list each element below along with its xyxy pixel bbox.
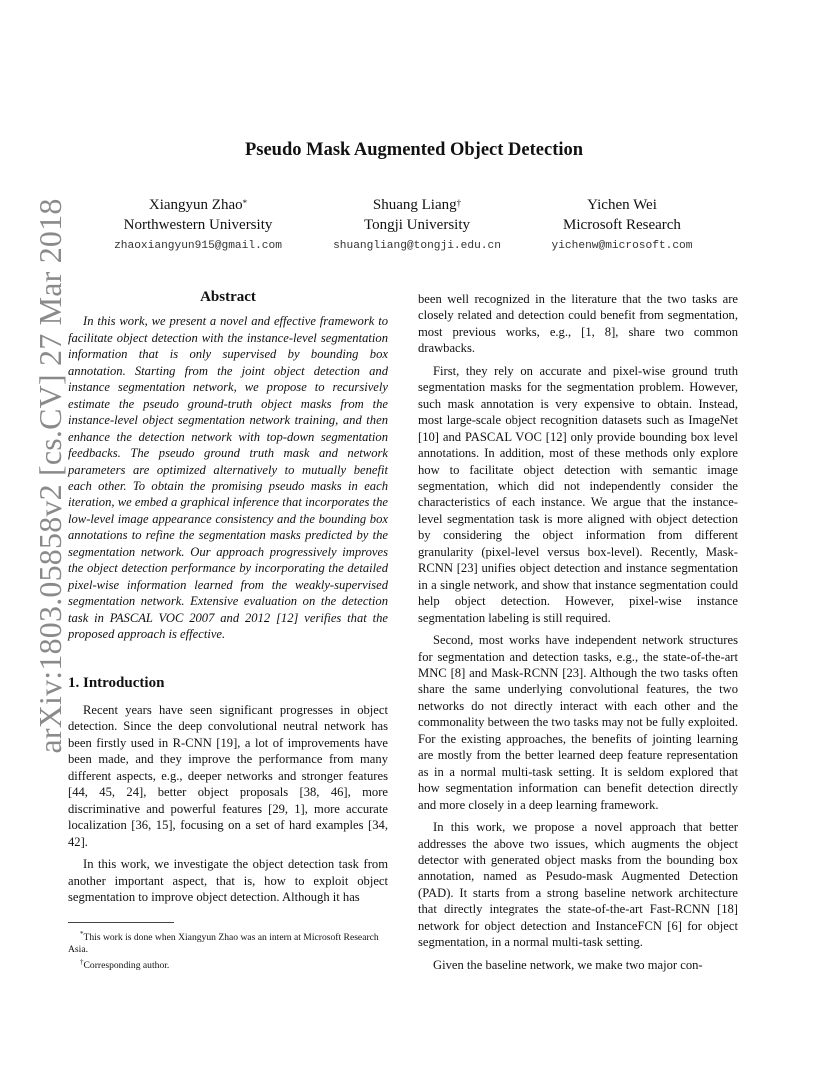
body-paragraph: In this work, we investigate the object detection task from another important aspect, that is, how to exploit object segmentation to improve object detection. Although it has bbox=[68, 857, 388, 904]
author-footnote-mark: † bbox=[456, 198, 462, 208]
body-paragraph: Second, most works have independent network structures for segmentation and detection tasks, e.g., the state-of-the-art MNC [8] and Mask-RCNN [23]. Although the two tasks often share the same underlying convolutional features, the two networks do not directly interact with each other and the commonality between the two tasks may not be fully exploited. For the existing approaches, the benefits of jointing learning are mostly from the better learned deep feature representation as in a normal multi-task setting. It is seldom explored that how segmentation information can benefit detection directly and more closely in a deep learning framework. bbox=[418, 633, 738, 812]
author-email[interactable]: shuangliang@tongji.edu.cn bbox=[333, 240, 501, 252]
author-affiliation: Northwestern University bbox=[123, 217, 273, 233]
footnote-1 bbox=[68, 928, 388, 956]
introduction-heading: 1. Introduction bbox=[68, 674, 165, 691]
footnote-divider bbox=[68, 922, 174, 923]
right-column bbox=[418, 291, 738, 973]
author-name-line bbox=[307, 195, 527, 215]
author-name: Yichen Wei bbox=[587, 197, 657, 213]
author-block-3 bbox=[512, 195, 732, 253]
author-name-line bbox=[512, 195, 732, 215]
author-name-line bbox=[88, 195, 308, 215]
footnote-text: Corresponding author. bbox=[83, 960, 170, 972]
author-footnote-mark: * bbox=[242, 198, 248, 208]
left-column bbox=[68, 289, 388, 905]
footnotes bbox=[68, 922, 388, 972]
author-name: Xiangyun Zhao bbox=[148, 197, 243, 213]
abstract-body: In this work, we present a novel and effective framework to facilitate object detection with the instance-level segmentation information that is only supervised by bounding box annotation. Starting from the joint object detection and instance segmentation network, we propose to recursively estimate the pseudo ground-truth object masks from the instance-level object segmentation network training, and then enhance the detection network with top-down segmentation feedbacks. The pseudo ground truth mask and network parameters are optimized alternatively to mutually benefit each other. To obtain the promising pseudo masks in each iteration, we embed a graphical inference that incorporates the low-level image appearance consistency and the bounding box annotations to refine the segmentation masks predicted by the segmentation network. Our approach progressively improves the object detection performance by incorporating the detailed pixel-wise information learned from the weakly-supervised segmentation network. Extensive evaluation on the detection task in PASCAL VOC 2007 and 2012 [12] verifies that the proposed approach is effective. bbox=[68, 314, 388, 642]
body-paragraph: First, they rely on accurate and pixel-wise ground truth segmentation masks for the segmentation problem. However, such mask annotation is very expensive to obtain. Instead, most large-scale object recognition datasets such as ImageNet [10] and PASCAL VOC [12] only provide bounding box level annotations. In addition, most of these methods only explore how to facilitate object detection with semantic image segmentation, which did not independently consider the characteristics of each instance. We argue that the instance-level segmentation task is more aligned with object detection by considering the object information from different granularity (pixel-level versus box-level). Recently, Mask-RCNN [23] unifies object detection and instance segmentation in a single network, and show that instance segmentation could help object detection. However, pixel-wise instance segmentation labeling is still required. bbox=[418, 363, 738, 625]
author-name: Shuang Liang bbox=[372, 197, 457, 213]
body-paragraph: In this work, we propose a novel approach that better addresses the above two issues, which augments the object detector with generated object masks from the bounding box annotation, named as Pesudo-mask Augmented Detection (PAD). It starts from a strong baseline network architecture that directly integrates the state-of-the-art Fast-RCNN [18] network for object detection and InstanceFCN [6] for object segmentation, in a normal multi-task setting. bbox=[418, 820, 738, 950]
author-block-1 bbox=[88, 195, 308, 253]
author-email[interactable]: zhaoxiangyun915@gmail.com bbox=[114, 240, 282, 252]
body-paragraph: Given the baseline network, we make two major con- bbox=[433, 957, 703, 972]
author-block-2 bbox=[307, 195, 527, 253]
author-affiliation: Tongji University bbox=[363, 217, 471, 233]
footnote-mark: † bbox=[80, 958, 84, 967]
footnote-2 bbox=[68, 956, 388, 972]
paper-title: Pseudo Mask Augmented Object Detection bbox=[244, 140, 584, 160]
body-paragraph: been well recognized in the literature that the two tasks are closely related and detection could benefit from segmentation, most previous works, e.g., [1, 8], share two common drawbacks. bbox=[418, 292, 738, 356]
body-paragraph: Recent years have seen significant progresses in object detection. Since the deep convolutional neutral network has been firstly used in R-CNN [19], a lot of improvements have been made, and they improve the performance from many different aspects, e.g., deeper networks and stronger features [44, 45, 24], better object proposals [38, 46], more discriminative and powerful features [29, 1], more accurate localization [36, 15], focusing on a set of hard examples [34, 42]. bbox=[68, 702, 388, 849]
footnote-mark: * bbox=[80, 930, 84, 938]
abstract-heading: Abstract bbox=[200, 289, 256, 305]
author-affiliation: Microsoft Research bbox=[563, 217, 681, 233]
footnote-text: This work is done when Xiangyun Zhao was an intern at Microsoft Research Asia. bbox=[68, 932, 379, 956]
author-email[interactable]: yichenw@microsoft.com bbox=[551, 240, 693, 252]
arxiv-identifier-stamp: arXiv:1803.05858v2 [cs.CV] 27 Mar 2018 bbox=[32, 198, 68, 754]
